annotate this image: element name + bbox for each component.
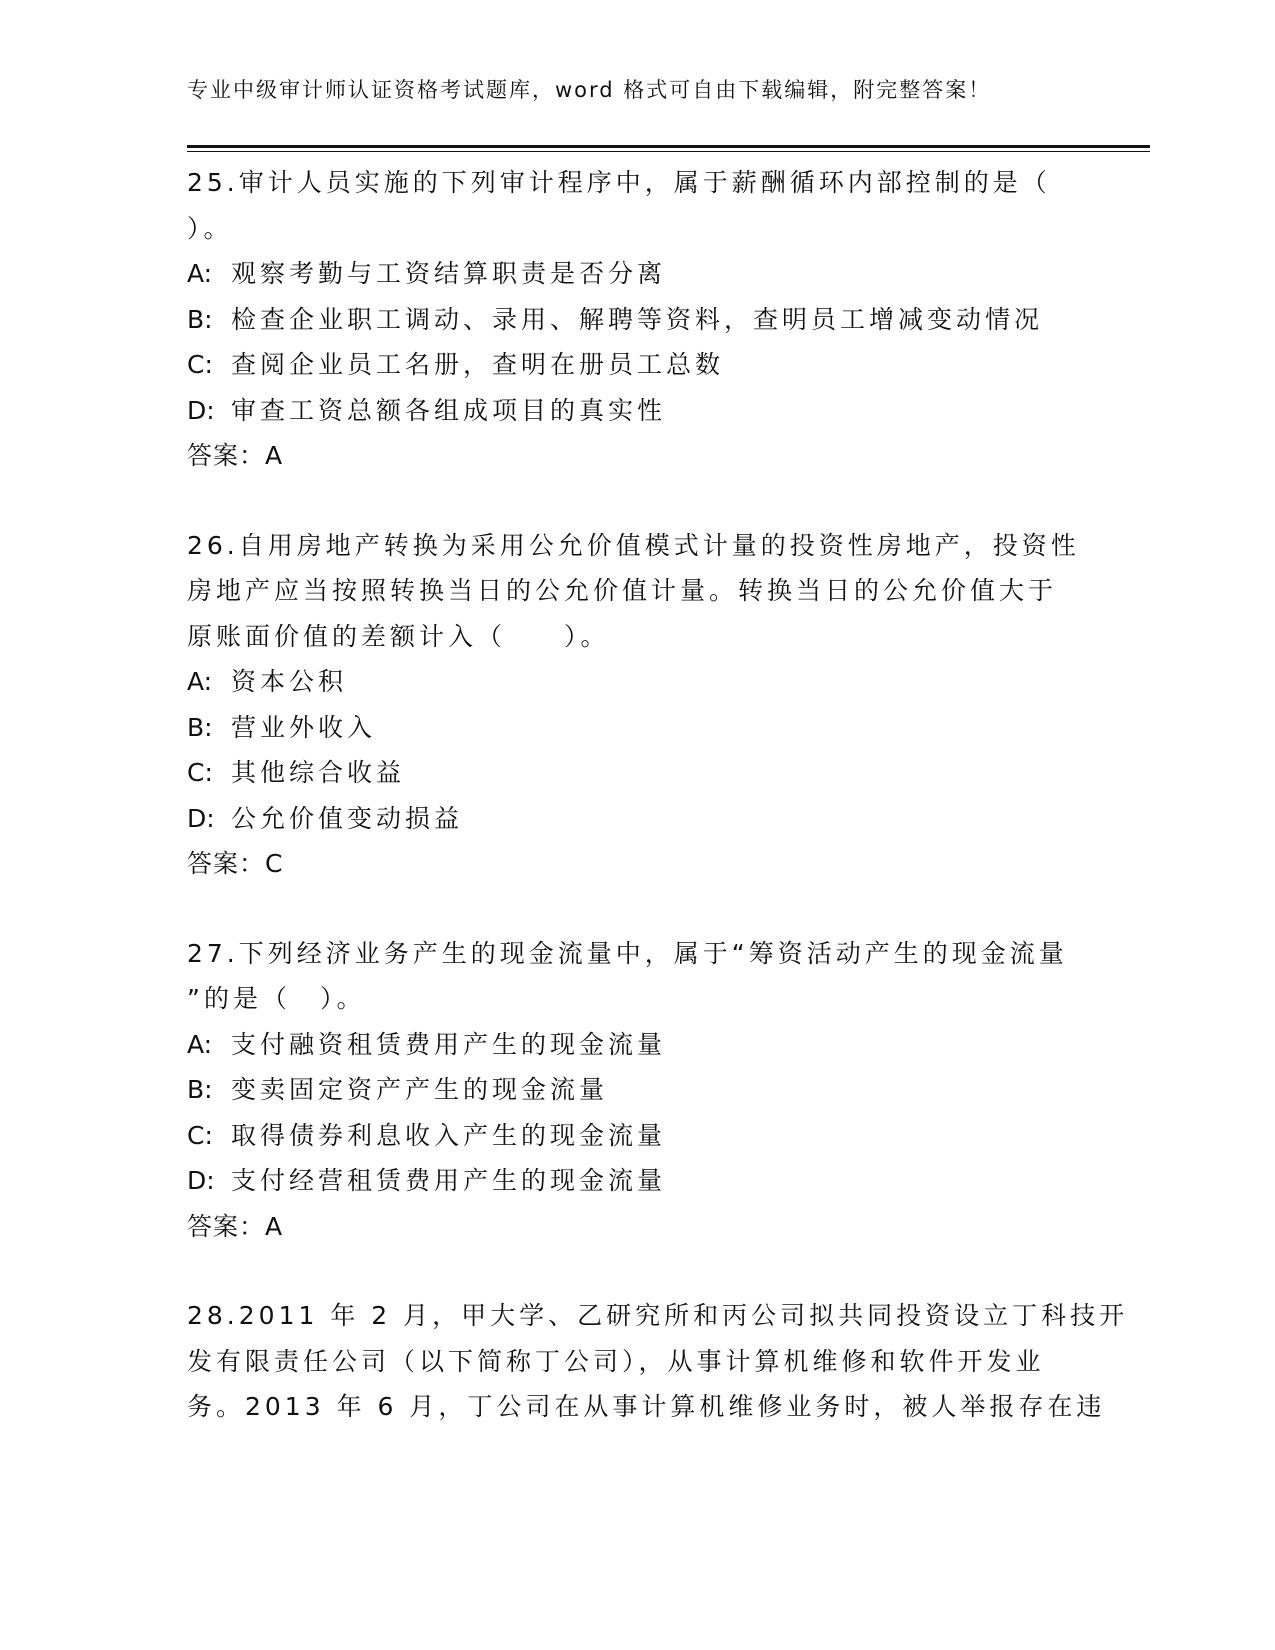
option-key: B: (187, 304, 213, 334)
question-stem-line: 发有限责任公司（以下简称丁公司），从事计算机维修和软件开发业 (187, 1346, 1045, 1376)
question-stem-line: 25.审计人员实施的下列审计程序中，属于薪酬循环内部控制的是（ (187, 168, 1051, 197)
question-stem-line: 务。2013 年 6 月，丁公司在从事计算机维修业务时，被人举报存在违 (187, 1392, 1106, 1421)
option-key: A: (187, 259, 213, 288)
option-c (187, 750, 1087, 796)
option-text: 观察考勤与工资结算职责是否分离 (231, 259, 667, 288)
option-text: 营业外收入 (231, 712, 377, 742)
question-spacer (187, 479, 1087, 523)
option-key: D: (187, 1166, 215, 1195)
question-28 (187, 1293, 1129, 1430)
question-26 (187, 523, 1087, 887)
option-d (187, 1158, 1087, 1204)
option-text: 审查工资总额各组成项目的真实性 (231, 395, 667, 425)
option-key: C: (187, 1120, 213, 1150)
option-b (187, 297, 1087, 343)
question-spacer (187, 1249, 1087, 1293)
question-spacer (187, 887, 1087, 931)
question-stem-line: 26.自用房地产转换为采用公允价值模式计量的投资性房地产，投资性 (187, 530, 1080, 560)
header-rule-thick (187, 145, 1150, 148)
option-text: 检查企业职工调动、录用、解聘等资料，查明员工增减变动情况 (231, 304, 1044, 334)
option-b (187, 1067, 1087, 1113)
option-d (187, 388, 1087, 434)
option-b (187, 705, 1087, 751)
option-c (187, 1113, 1087, 1159)
option-key: A: (187, 1029, 213, 1059)
option-key: B: (187, 712, 213, 742)
option-a (187, 251, 1087, 297)
option-text: 支付经营租赁费用产生的现金流量 (231, 1166, 667, 1195)
question-stem-line: 房地产应当按照转换当日的公允价值计量。转换当日的公允价值大于 (187, 576, 1058, 605)
question-stem-line: 27.下列经济业务产生的现金流量中，属于“筹资活动产生的现金流量 (187, 938, 1068, 968)
option-key: D: (187, 395, 215, 425)
option-key: A: (187, 667, 213, 696)
option-text: 查阅企业员工名册，查明在册员工总数 (231, 350, 725, 379)
question-list (187, 160, 1129, 1430)
option-text: 取得债券利息收入产生的现金流量 (231, 1120, 667, 1150)
answer-line: 答案：A (187, 1211, 284, 1241)
question-stem-line: ”的是（ ）。 (187, 984, 366, 1013)
option-d (187, 796, 1087, 842)
option-text: 资本公积 (231, 667, 348, 696)
question-27 (187, 931, 1087, 1250)
option-text: 其他综合收益 (231, 758, 406, 787)
option-key: C: (187, 758, 213, 787)
option-key: D: (187, 803, 215, 833)
option-text: 公允价值变动损益 (231, 803, 464, 833)
question-25 (187, 160, 1087, 479)
question-stem-line: ）。 (187, 213, 233, 243)
header-rule-thin (187, 151, 1150, 152)
answer-line: 答案：C (187, 849, 284, 878)
option-a (187, 659, 1087, 705)
option-c (187, 342, 1087, 388)
question-stem-line: 28.2011 年 2 月，甲大学、乙研究所和丙公司拟共同投资设立丁科技开 (187, 1301, 1129, 1330)
option-a (187, 1022, 1087, 1068)
question-stem-line: 原账面价值的差额计入（ ）。 (187, 621, 610, 651)
option-key: B: (187, 1075, 213, 1104)
answer-line: 答案：A (187, 441, 284, 470)
option-key: C: (187, 350, 213, 379)
page-header: 专业中级审计师认证资格考试题库，word 格式可自由下载编辑，附完整答案！ (187, 78, 992, 102)
option-text: 支付融资租赁费用产生的现金流量 (231, 1029, 667, 1059)
option-text: 变卖固定资产产生的现金流量 (231, 1075, 609, 1104)
